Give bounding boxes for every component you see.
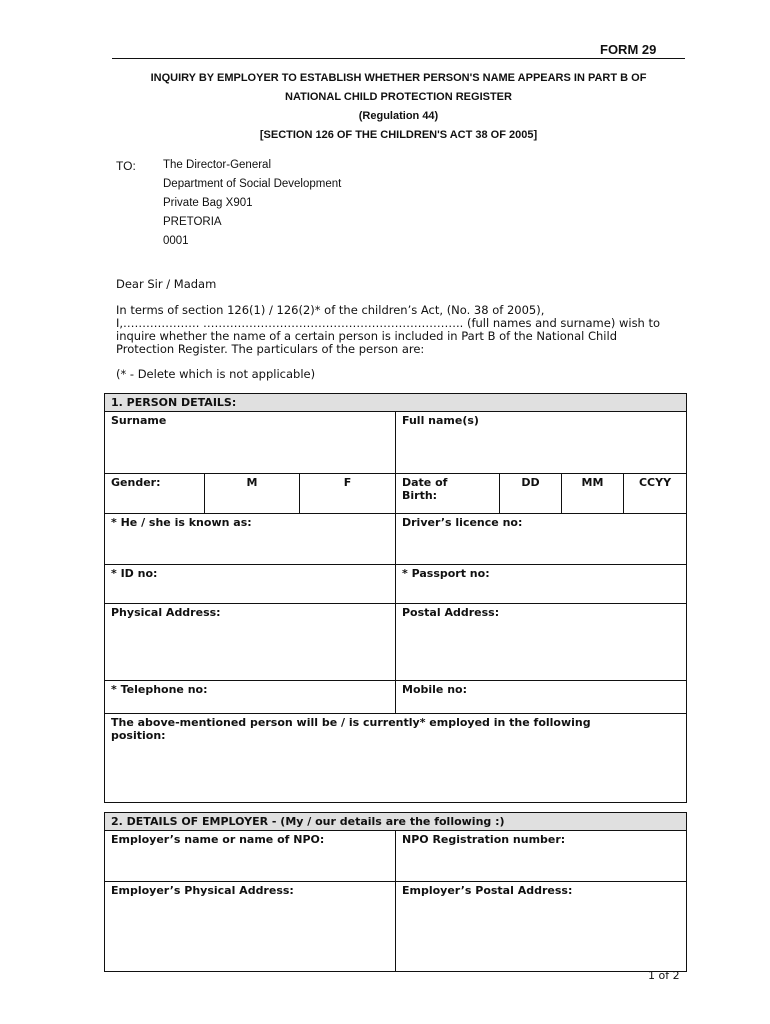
telephone-field[interactable] [105,681,396,714]
dob-year-field[interactable]: CCYY [624,474,687,514]
employer-details-table [104,812,687,972]
header-rule [112,58,685,59]
regulation-reference: (Regulation 44) [358,110,439,122]
gender-male-box[interactable]: M [205,474,300,514]
postal-address-field[interactable] [396,604,687,681]
employer-postal-address-field[interactable] [396,882,687,972]
employer-physical-address-field[interactable] [105,882,396,972]
id-number-label: * ID no: [111,567,158,580]
dob-label [396,474,500,514]
npo-registration-label: NPO Registration number: [402,833,566,846]
mobile-field[interactable] [396,681,687,714]
physical-address-field[interactable] [105,604,396,681]
passport-number-field[interactable] [396,565,687,604]
addressee-line: 0001 [163,235,189,247]
to-label: TO: [116,159,136,173]
full-names-label: Full name(s) [402,414,479,427]
gender-female-box[interactable]: F [300,474,396,514]
letter-paragraph-line: In terms of section 126(1) / 126(2)* of the children’s Act, (No. 38 of 2005), [116,303,545,317]
addressee-line: PRETORIA [163,216,222,228]
physical-address-label: Physical Address: [111,606,221,619]
known-as-field[interactable] [105,514,396,565]
dob-day-field[interactable]: DD [500,474,562,514]
gender-label: Gender: [105,474,205,514]
employment-position-field[interactable] [105,714,687,803]
dob-month-field[interactable]: MM [562,474,624,514]
letter-paragraph-line: Protection Register. The particulars of the person are: [116,342,425,356]
addressee-line: The Director-General [163,159,272,171]
surname-label: Surname [111,414,167,427]
surname-field[interactable] [105,412,396,474]
section1-heading: 1. PERSON DETAILS: [105,394,687,412]
id-number-field[interactable] [105,565,396,604]
delete-note: (* - Delete which is not applicable) [116,367,316,381]
drivers-licence-label: Driver’s licence no: [402,516,523,529]
person-details-table [104,393,687,803]
npo-registration-field[interactable] [396,831,687,882]
form-title-line2: NATIONAL CHILD PROTECTION REGISTER [285,91,512,103]
employment-position-line1: The above-mentioned person will be / is currently* employed in the following [111,716,591,729]
employer-postal-address-label: Employer’s Postal Address: [402,884,573,897]
drivers-licence-field[interactable] [396,514,687,565]
form-number: FORM 29 [600,42,657,57]
known-as-label: * He / she is known as: [111,516,252,529]
dob-label-line1: Date of [402,476,448,489]
employer-name-field[interactable] [105,831,396,882]
telephone-label: * Telephone no: [111,683,208,696]
dob-label-line2: Birth: [402,489,438,502]
employer-name-label: Employer’s name or name of NPO: [111,833,325,846]
page-number: 1 of 2 [648,969,680,982]
addressee-line: Private Bag X901 [163,197,253,209]
mobile-label: Mobile no: [402,683,467,696]
employment-position-line2: position: [111,729,166,742]
section2-heading: 2. DETAILS OF EMPLOYER - (My / our details are the following :) [105,813,687,831]
employer-physical-address-label: Employer’s Physical Address: [111,884,294,897]
letter-paragraph-line: I,……………….. ………………………………………………………….. (full names and surname) wish to [116,316,661,330]
salutation: Dear Sir / Madam [116,277,217,291]
passport-number-label: * Passport no: [402,567,490,580]
full-names-field[interactable] [396,412,687,474]
addressee-line: Department of Social Development [163,178,342,190]
letter-paragraph-line: inquire whether the name of a certain person is included in Part B of the National Child [116,329,617,343]
form-title-line1: INQUIRY BY EMPLOYER TO ESTABLISH WHETHER PERSON'S NAME APPEARS IN PART B OF [150,72,647,84]
section-reference: [SECTION 126 OF THE CHILDREN'S ACT 38 OF 2005] [259,129,538,141]
postal-address-label: Postal Address: [402,606,500,619]
